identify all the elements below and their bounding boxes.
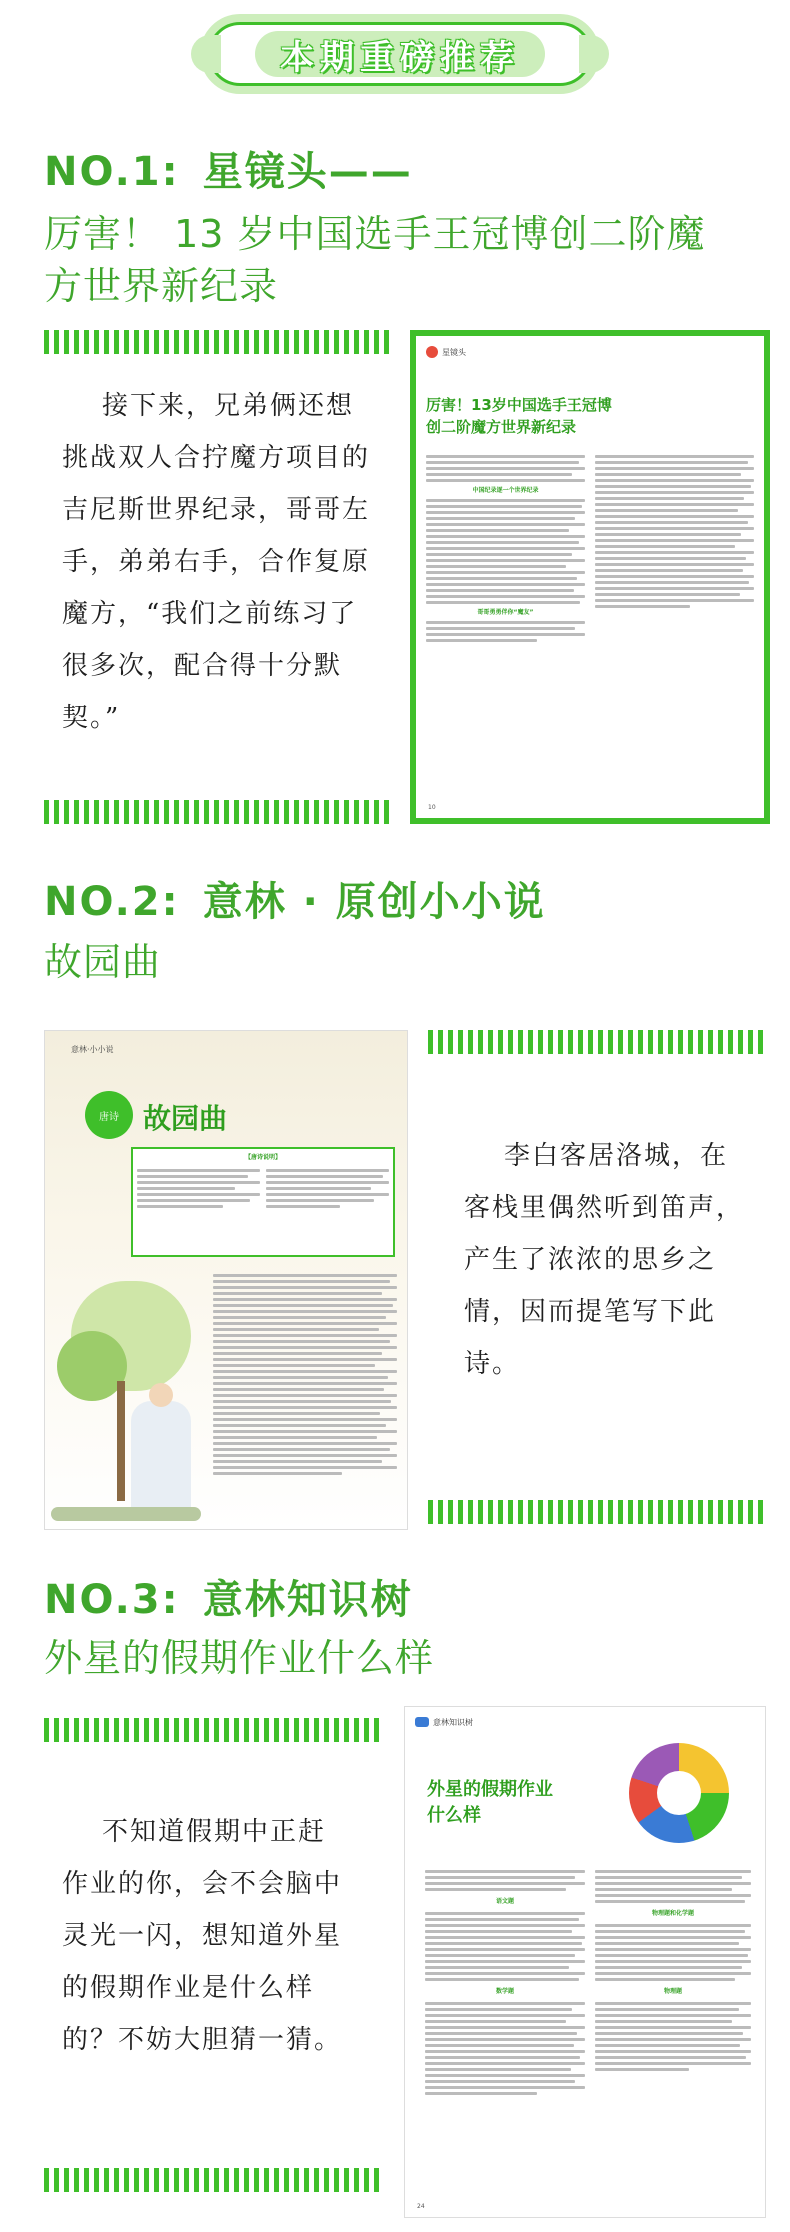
thumb-header [415, 1717, 755, 1727]
banner-inner [255, 31, 545, 77]
thumb-headline-line1: 厉害！13岁中国选手王冠博 [426, 396, 612, 414]
section-1-excerpt [62, 380, 392, 744]
thumb-col-right [595, 452, 754, 645]
excerpt-line: 契。” [62, 703, 121, 733]
section-1-number: NO.1: [44, 149, 180, 195]
section-2-excerpt [464, 1130, 764, 1390]
excerpt-line: 情，因而提笔写下此 [464, 1297, 717, 1327]
thumb-header [426, 346, 754, 358]
section-1-page-thumbnail[interactable] [410, 330, 770, 824]
thumb-col-left [426, 452, 585, 645]
section-3-excerpt [62, 1806, 392, 2066]
section-1-subtitle-line1: 厉害！ 13 岁中国选手王冠博创二阶魔 [44, 212, 706, 256]
thumb-sub-3: 物理题和化学题 [651, 1910, 694, 1917]
header-banner [208, 22, 592, 86]
thumb-text-column [213, 1271, 397, 1478]
thumb-sub-2: 数学题 [495, 1988, 514, 1995]
star-lens-icon [426, 346, 438, 358]
thumb-headline [427, 1777, 553, 1829]
thumb-columns [426, 452, 754, 645]
excerpt-line: 手，弟弟右手，合作复原 [62, 547, 371, 577]
excerpt-line: 客栈里偶然听到笛声， [464, 1193, 745, 1223]
thumb-tag: 星镜头 [442, 347, 466, 357]
excerpt-line: 魔方，“我们之前练习了 [62, 599, 358, 629]
bicycle-icon [415, 1717, 429, 1727]
excerpt-line: 灵光一闪，想知道外星 [62, 1921, 343, 1951]
excerpt-line: 很多次，配合得十分默 [62, 651, 343, 681]
poet-head [149, 1383, 173, 1407]
burst-center [657, 1771, 701, 1815]
thumb-headline: 故园曲 [143, 1102, 228, 1135]
banner-title: 本期重磅推荐 [280, 37, 520, 78]
section-1-subtitle-line2: 方世界新纪录 [44, 264, 279, 308]
thumb-headline [426, 394, 754, 438]
thumb-headline-line1: 外星的假期作业 [427, 1779, 553, 1800]
section-2-heading [44, 870, 546, 927]
thumb-headline-line2: 什么样 [427, 1805, 481, 1826]
thumb-tag: 意林·小小说 [71, 1045, 114, 1054]
colorful-illustration [619, 1733, 747, 1853]
section-3-subtitle[interactable]: 外星的假期作业什么样 [44, 1636, 435, 1680]
thumb-headline-line2: 创二阶魔方世界新纪录 [426, 418, 577, 436]
thumb-sub-4: 物理题 [663, 1988, 682, 1995]
section-3-number: NO.3: [44, 1577, 180, 1623]
banner-left-cap [191, 35, 221, 73]
excerpt-line: 诗。 [464, 1349, 521, 1379]
section-2-grass-bottom [428, 1500, 768, 1524]
poem-stamp: 唐诗 [85, 1091, 133, 1139]
ground [51, 1507, 201, 1521]
excerpt-line: 不知道假期中正赶 [102, 1817, 327, 1847]
section-2-number: NO.2: [44, 879, 180, 925]
section-3-column: 意林知识树 [202, 1577, 413, 1623]
poem-notes-box [131, 1147, 395, 1257]
thumb-col-left [425, 1867, 585, 2098]
section-1-grass-bottom [44, 800, 394, 824]
section-2-page-thumbnail[interactable] [44, 1030, 408, 1530]
excerpt-line: 作业的你，会不会脑中 [62, 1869, 343, 1899]
section-1-heading [44, 140, 413, 197]
section-3-grass-bottom [44, 2168, 384, 2192]
poet-figure [131, 1401, 191, 1511]
section-2-column: 意林 · 原创小小说 [202, 879, 546, 925]
excerpt-line: 产生了浓浓的思乡之 [464, 1245, 717, 1275]
excerpt-line: 接下来，兄弟俩还想 [102, 391, 355, 421]
thumb-sub-1: 语文题 [495, 1898, 514, 1905]
section-1-subtitle[interactable] [44, 208, 764, 312]
section-3-heading [44, 1568, 413, 1625]
tree-trunk [117, 1381, 125, 1501]
poem-notes-title: 【唐诗说明】 [244, 1154, 281, 1161]
thumb-page-number: 10 [428, 804, 436, 811]
section-1-column: 星镜头—— [202, 149, 413, 195]
excerpt-line: 吉尼斯世界纪录，哥哥左 [62, 495, 371, 525]
thumb-sidebar-1: 中国纪录逐一个世界纪录 [472, 487, 539, 494]
section-3-page-thumbnail[interactable] [404, 1706, 766, 2218]
excerpt-line: 李白客居洛城，在 [504, 1141, 729, 1171]
poet-illustration [51, 1271, 201, 1521]
thumb-page-number: 24 [417, 2203, 425, 2210]
thumb-col-right [595, 1867, 751, 2074]
excerpt-line: 挑战双人合拧魔方项目的 [62, 443, 371, 473]
banner-right-cap [579, 35, 609, 73]
section-2-grass-top [428, 1030, 768, 1054]
thumb-tag: 意林知识树 [433, 1717, 473, 1727]
excerpt-line: 的假期作业是什么样 [62, 1973, 315, 2003]
thumb-sidebar-2: 哥哥勇勇伴你“魔友” [477, 609, 534, 616]
section-1-grass-top [44, 330, 394, 354]
section-2-subtitle[interactable]: 故园曲 [44, 940, 162, 984]
section-3-grass-top [44, 1718, 384, 1742]
excerpt-line: 的？不妨大胆猜一猜。 [62, 2025, 343, 2055]
